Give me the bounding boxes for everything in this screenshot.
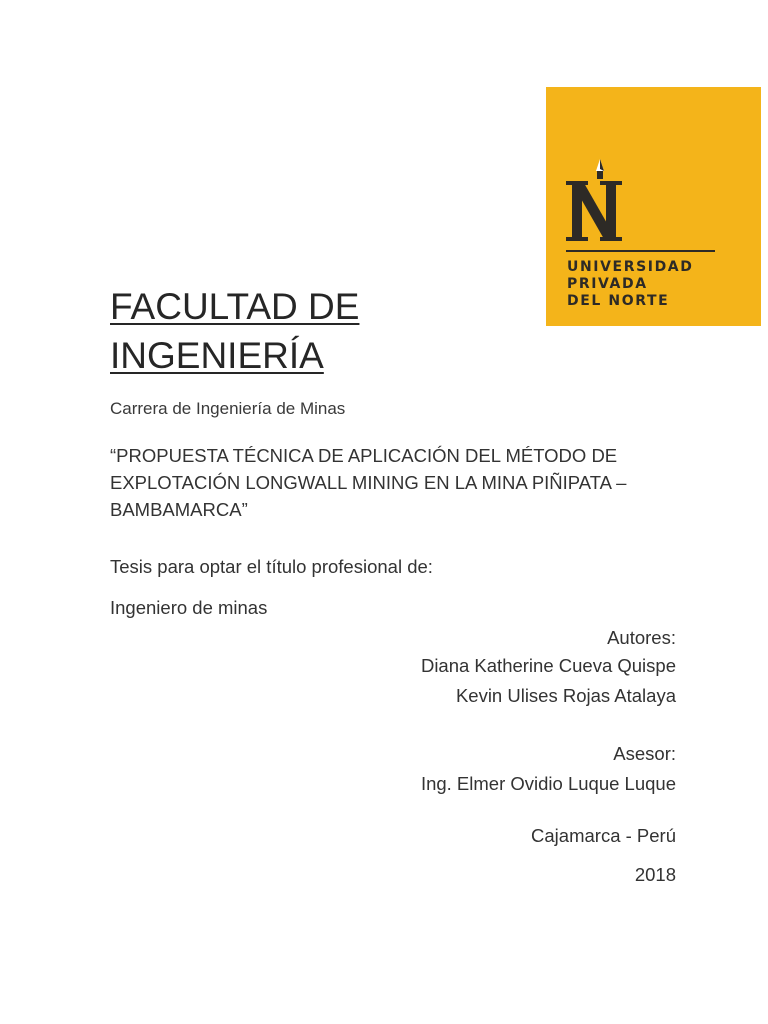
logo-divider (566, 250, 715, 252)
upn-n-emblem-icon (566, 157, 630, 243)
year: 2018 (634, 864, 676, 885)
logo-text-line-1: UNIVERSIDAD (567, 259, 694, 275)
degree-name: Ingeniero de minas (110, 597, 268, 618)
authors-label: Autores: (607, 627, 676, 648)
degree-purpose: Tesis para optar el título profesional de: (110, 556, 433, 577)
faculty-title-line-2: INGENIERÍA (110, 335, 324, 376)
university-logo (546, 87, 761, 326)
thesis-title: “PROPUESTA TÉCNICA DE APLICACIÓN DEL MÉTODO DE EXPLOTACIÓN LONGWALL MINING EN LA MINA PIÑIPATA – BAMBAMARCA” (110, 445, 627, 520)
career-name: Carrera de Ingeniería de Minas (110, 399, 346, 418)
faculty-title (110, 282, 359, 380)
author-name: Diana Katherine Cueva Quispe (420, 655, 676, 676)
advisor-label: Asesor: (613, 743, 676, 764)
faculty-title-line-1: FACULTAD DE (110, 286, 360, 327)
location: Cajamarca - Perú (531, 825, 676, 846)
logo-text-line-2: PRIVADA (567, 276, 648, 292)
advisor-name: Ing. Elmer Ovidio Luque Luque (420, 773, 676, 794)
logo-text-line-3: DEL NORTE (567, 293, 670, 309)
author-name: Kevin Ulises Rojas Atalaya (455, 685, 676, 706)
